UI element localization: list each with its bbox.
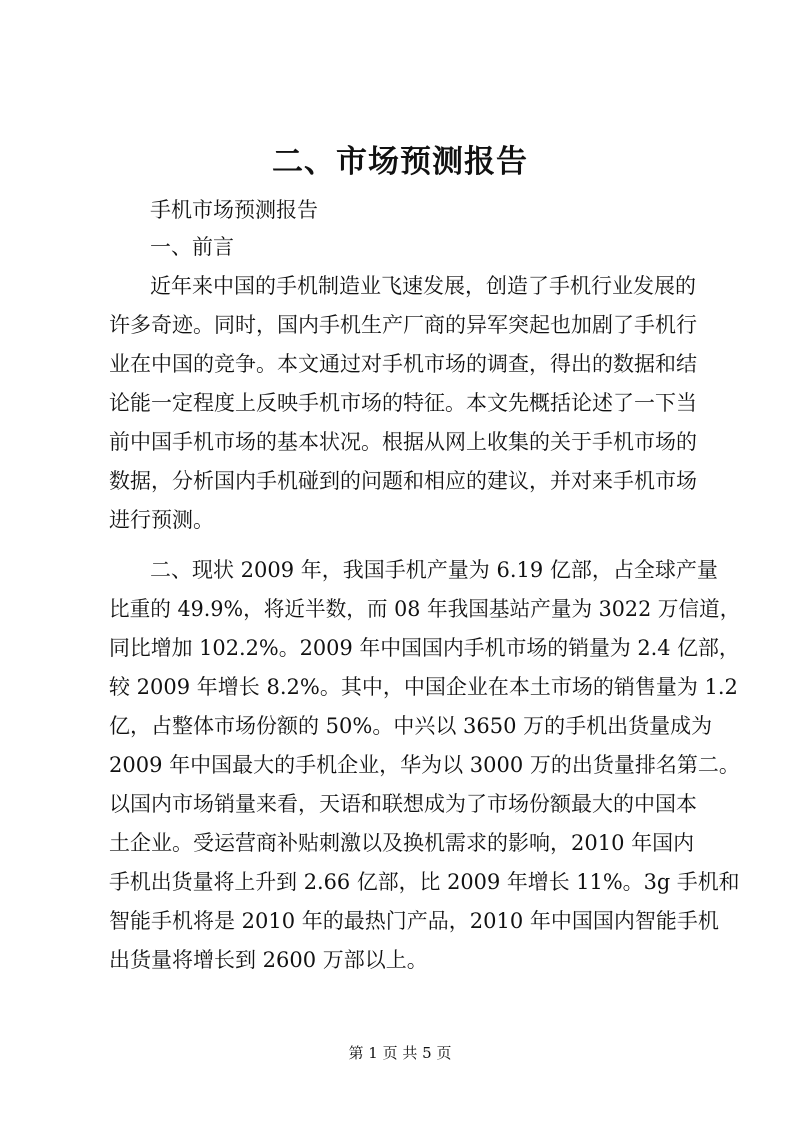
- paragraph-line: 较 2009 年增长 8.2%。其中，中国企业在本土市场的销售量为 1.2: [109, 675, 738, 699]
- paragraph-line: 近年来中国的手机制造业飞速发展，创造了手机行业发展的: [150, 274, 696, 298]
- paragraph-line: 业在中国的竞争。本文通过对手机市场的调查，得出的数据和结: [109, 352, 697, 376]
- paragraph-line: 2009 年中国最大的手机企业，华为以 3000 万的出货量排名第二。: [109, 753, 740, 777]
- paragraph-line: 进行预测。: [109, 508, 214, 532]
- paragraph-line: 前中国手机市场的基本状况。根据从网上收集的关于手机市场的: [109, 430, 697, 454]
- paragraph-line: 同比增加 102.2%。2009 年中国国内手机市场的销量为 2.4 亿部，: [109, 636, 740, 660]
- paragraph-line: 亿，占整体市场份额的 50%。中兴以 3650 万的手机出货量成为: [109, 714, 713, 738]
- paragraph-line: 比重的 49.9%，将近半数，而 08 年我国基站产量为 3022 万信道，: [109, 597, 741, 621]
- paragraph-line: 智能手机将是 2010 年的最热门产品，2010 年中国国内智能手机: [109, 909, 719, 933]
- paragraph-line: 手机出货量将上升到 2.66 亿部，比 2009 年增长 11%。3g 手机和: [109, 870, 740, 894]
- paragraph-line: 以国内市场销量来看，天语和联想成为了市场份额最大的中国本: [109, 792, 697, 816]
- paragraph-line: 许多奇迹。同时，国内手机生产厂商的异军突起也加剧了手机行: [109, 313, 697, 337]
- page-number: 第 1 页 共 5 页: [348, 1044, 452, 1062]
- paragraph-line: 数据，分析国内手机碰到的问题和相应的建议，并对来手机市场: [109, 469, 697, 493]
- paragraph-line: 二、现状 2009 年，我国手机产量为 6.19 亿部，占全球产量: [150, 558, 718, 582]
- page-title: 二、市场预测报告: [272, 144, 528, 180]
- section-heading: 一、前言: [150, 235, 234, 259]
- paragraph-line: 土企业。受运营商补贴刺激以及换机需求的影响，2010 年国内: [109, 831, 695, 855]
- document-subtitle: 手机市场预测报告: [150, 198, 318, 222]
- paragraph-line: 论能一定程度上反映手机市场的特征。本文先概括论述了一下当: [109, 391, 697, 415]
- paragraph-line: 出货量将增长到 2600 万部以上。: [109, 948, 428, 972]
